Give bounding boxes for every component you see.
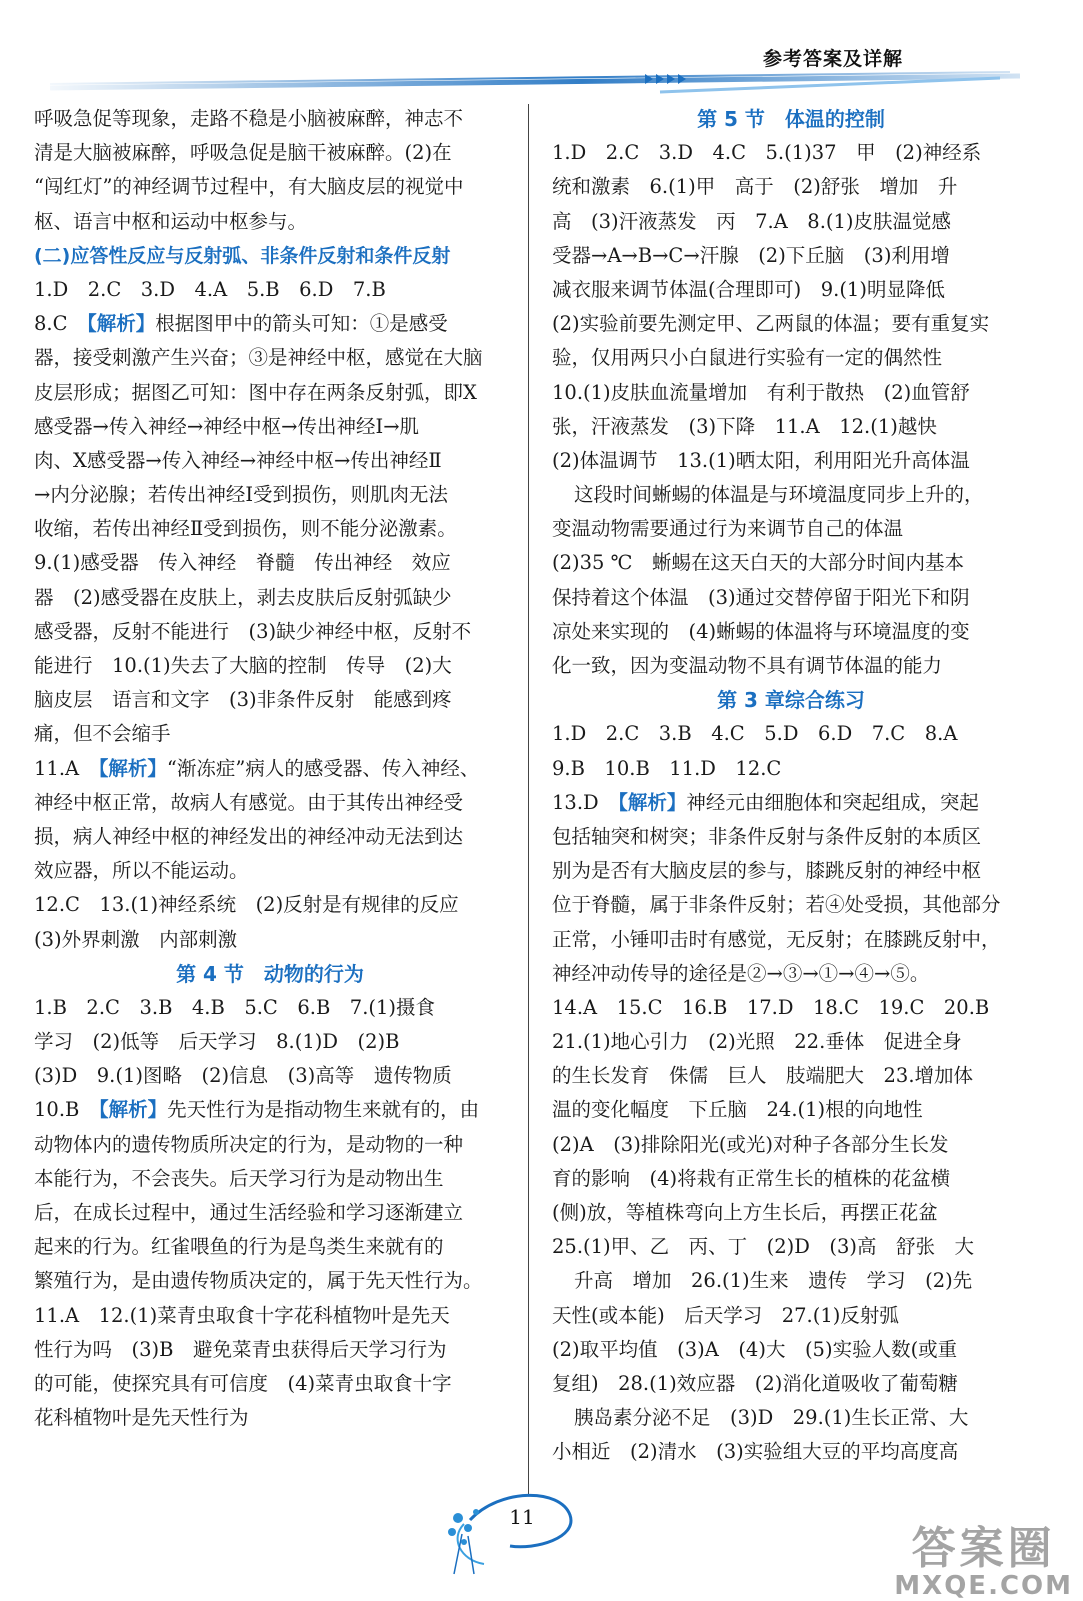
answer-line: 变温动物需要通过行为来调节自己的体温 bbox=[552, 517, 904, 541]
answer-text: 根据图甲中的箭头可知：①是感受 bbox=[155, 312, 448, 336]
answer-line: 后，在成长过程中，通过生活经验和学习逐渐建立 bbox=[34, 1201, 464, 1224]
answer-line: 损，病人神经中枢的神经发出的神经冲动无法到达 bbox=[34, 824, 464, 848]
answer-line: (侧)放，等植株弯向上方生长后，再摆正花盆 bbox=[552, 1201, 938, 1224]
answer-line: 天性(或本能) 后天学习 27.(1)反射弧 bbox=[552, 1303, 899, 1327]
question-number: 13.D bbox=[552, 790, 619, 814]
answer-line: 胰岛素分泌不足 (3)D 29.(1)生长正常、大 bbox=[574, 1406, 969, 1430]
answer-line: 受器→A→B→C→汗腺 (2)下丘脑 (3)利用增 bbox=[552, 243, 950, 267]
answer-line: 学习 (2)低等 后天学习 8.(1)D (2)B bbox=[34, 1030, 400, 1054]
answer-line: 1.D 2.C 3.D 4.A 5.B 6.D 7.B bbox=[34, 277, 386, 301]
answer-line: 清是大脑被麻醉，呼吸急促是脑干被麻醉。(2)在 bbox=[34, 141, 452, 165]
answer-line: 繁殖行为，是由遗传物质决定的，属于先天性行为。 bbox=[34, 1269, 483, 1293]
answer-line: 化一致，因为变温动物不具有调节体温的能力 bbox=[552, 654, 943, 677]
answer-line: 1.B 2.C 3.B 4.B 5.C 6.B 7.(1)摄食 bbox=[34, 995, 436, 1019]
page-header-title: 参考答案及详解 bbox=[762, 48, 903, 70]
answer-line: 肉、X感受器→传入神经→神经中枢→传出神经Ⅱ bbox=[34, 448, 442, 472]
answer-text: 先天性行为是指动物生来就有的，由 bbox=[167, 1098, 480, 1122]
answer-line: 升高 增加 26.(1)生来 遗传 学习 (2)先 bbox=[574, 1269, 973, 1293]
section-heading: 第 4 节 动物的行为 bbox=[176, 961, 364, 986]
section-heading: (二)应答性反应与反射弧、非条件反射和条件反射 bbox=[34, 244, 451, 267]
answer-line: 效应器，所以不能运动。 bbox=[34, 859, 249, 883]
analysis-tag: 【解析】 bbox=[87, 312, 156, 336]
answer-line: 感受器，反射不能进行 (3)缺少神经中枢，反射不 bbox=[34, 619, 472, 643]
question-number: 11.A bbox=[34, 756, 99, 780]
answer-line: 痛，但不会缩手 bbox=[34, 722, 171, 746]
answer-line: 性行为吗 (3)B 避免菜青虫获得后天学习行为 bbox=[34, 1337, 447, 1361]
answer-line bbox=[552, 786, 1030, 820]
answer-line: 神经冲动传导的途径是②→③→①→④→⑤。 bbox=[552, 961, 930, 985]
answer-line: 9.(1)感受器 传入神经 脊髓 传出神经 效应 bbox=[34, 551, 451, 575]
answer-line bbox=[34, 752, 506, 786]
answer-line: 1.D 2.C 3.B 4.C 5.D 6.D 7.C 8.A bbox=[552, 722, 958, 746]
answer-line bbox=[34, 1093, 506, 1127]
answer-line: 位于脊髓，属于非条件反射；若④处受损，其他部分 bbox=[552, 893, 1001, 917]
answer-line: 11.A 12.(1)菜青虫取食十字花科植物叶是先天 bbox=[34, 1303, 450, 1327]
answer-line: (3)外界刺激 内部刺激 bbox=[34, 927, 238, 951]
answer-line: 脑皮层 语言和文字 (3)非条件反射 能感到疼 bbox=[34, 688, 452, 712]
answer-line: 1.D 2.C 3.D 4.C 5.(1)37 甲 (2)神经系 bbox=[552, 141, 982, 165]
answer-line: (2)取平均值 (3)A (4)大 (5)实验人数(或重 bbox=[552, 1337, 958, 1361]
left-column bbox=[34, 102, 506, 1435]
answer-line: 凉处来实现的 (4)蜥蜴的体温将与环境温度的变 bbox=[552, 619, 970, 643]
answer-line: 器，接受刺激产生兴奋；③是神经中枢，感觉在大脑 bbox=[34, 346, 483, 370]
section-heading: 第 3 章综合练习 bbox=[717, 688, 865, 713]
answer-line: 正常，小锤叩击时有感觉，无反射；在膝跳反射中， bbox=[552, 927, 1001, 951]
watermark-en: MXQE.COM bbox=[894, 1571, 1073, 1601]
answer-line: 9.B 10.B 11.D 12.C bbox=[552, 756, 782, 780]
answer-line bbox=[34, 307, 506, 341]
answer-line: 张，汗液蒸发 (3)下降 11.A 12.(1)越快 bbox=[552, 414, 937, 438]
answer-line: 验，仅用两只小白鼠进行实验有一定的偶然性 bbox=[552, 346, 943, 370]
answer-line: 包括轴突和树突；非条件反射与条件反射的本质区 bbox=[552, 824, 982, 848]
answer-line: 收缩，若传出神经Ⅱ受到损伤，则不能分泌激素。 bbox=[34, 517, 457, 541]
answer-line: 减衣服来调节体温(合理即可) 9.(1)明显降低 bbox=[552, 277, 945, 301]
answer-line: 器 (2)感受器在皮肤上，剥去皮肤后反射弧缺少 bbox=[34, 585, 452, 609]
answer-line: 能进行 10.(1)失去了大脑的控制 传导 (2)大 bbox=[34, 654, 452, 677]
right-column bbox=[552, 102, 1030, 1470]
answer-line: 的可能，使探究具有可信度 (4)菜青虫取食十字 bbox=[34, 1371, 452, 1395]
question-number: 8.C bbox=[34, 312, 88, 336]
answer-line: 12.C 13.(1)神经系统 (2)反射是有规律的反应 bbox=[34, 893, 459, 917]
question-number: 10.B bbox=[34, 1098, 99, 1122]
answer-text: 神经元由细胞体和突起组成，突起 bbox=[686, 790, 979, 814]
header-rule bbox=[50, 68, 1030, 98]
answer-line: 25.(1)甲、乙 丙、丁 (2)D (3)高 舒张 大 bbox=[552, 1235, 975, 1259]
answer-line: 感受器→传入神经→神经中枢→传出神经Ⅰ→肌 bbox=[34, 414, 420, 438]
answer-line: 花科植物叶是先天性行为 bbox=[34, 1406, 249, 1430]
answer-line: →内分泌腺；若传出神经Ⅰ受到损伤，则肌肉无法 bbox=[34, 483, 449, 507]
answer-line: 神经中枢正常，故病人有感觉。由于其传出神经受 bbox=[34, 790, 464, 814]
answer-line: 别为是否有大脑皮层的参与，膝跳反射的神经中枢 bbox=[552, 859, 982, 883]
answer-line: (2)35 ℃ 蜥蜴在这天白天的大部分时间内基本 bbox=[552, 551, 964, 575]
answer-line: 的生长发育 侏儒 巨人 肢端肥大 23.增加体 bbox=[552, 1064, 974, 1088]
answer-line: 育的影响 (4)将栽有正常生长的植株的花盆横 bbox=[552, 1166, 951, 1190]
answer-line: 这段时间蜥蜴的体温是与环境温度同步上升的， bbox=[574, 483, 984, 507]
answer-line: (3)D 9.(1)图略 (2)信息 (3)高等 遗传物质 bbox=[34, 1064, 452, 1088]
column-divider bbox=[528, 104, 529, 1494]
answer-line: 复组) 28.(1)效应器 (2)消化道吸收了葡萄糖 bbox=[552, 1371, 958, 1395]
section-heading: 第 5 节 体温的控制 bbox=[697, 107, 885, 131]
answer-line: 小相近 (2)清水 (3)实验组大豆的平均高度高 bbox=[552, 1440, 959, 1464]
answer-line: (2)体温调节 13.(1)晒太阳，利用阳光升高体温 bbox=[552, 448, 970, 472]
analysis-tag: 【解析】 bbox=[98, 1098, 168, 1122]
analysis-tag: 【解析】 bbox=[618, 790, 687, 814]
page-number: 11 bbox=[509, 1505, 535, 1529]
answer-line: 保持着这个体温 (3)通过交替停留于阳光下和阴 bbox=[552, 585, 970, 609]
page-number-ornament bbox=[440, 1490, 600, 1580]
answer-line: 21.(1)地心引力 (2)光照 22.垂体 促进全身 bbox=[552, 1030, 962, 1054]
answer-line: 温的变化幅度 下丘脑 24.(1)根的向地性 bbox=[552, 1098, 923, 1122]
answer-line: (2)实验前要先测定甲、乙两鼠的体温；要有重复实 bbox=[552, 312, 990, 336]
analysis-tag: 【解析】 bbox=[98, 756, 167, 780]
answer-line: “闯红灯”的神经调节过程中，有大脑皮层的视觉中 bbox=[34, 175, 464, 199]
answer-line: 10.(1)皮肤血流量增加 有利于散热 (2)血管舒 bbox=[552, 380, 970, 404]
answer-line: (2)A (3)排除阳光(或光)对种子各部分生长发 bbox=[552, 1132, 949, 1156]
answer-line: 皮层形成；据图乙可知：图中存在两条反射弧，即X bbox=[34, 380, 477, 404]
answer-text: “渐冻症”病人的感受器、传入神经、 bbox=[166, 756, 480, 780]
answer-line: 动物体内的遗传物质所决定的行为，是动物的一种 bbox=[34, 1132, 464, 1156]
answer-line: 枢、语言中枢和运动中枢参与。 bbox=[34, 209, 308, 233]
watermark-cn: 答案圈 bbox=[911, 1523, 1056, 1574]
answer-line: 统和激素 6.(1)甲 高于 (2)舒张 增加 升 bbox=[552, 175, 958, 199]
answer-line: 呼吸急促等现象，走路不稳是小脑被麻醉，神志不 bbox=[34, 107, 464, 130]
answer-line: 起来的行为。红雀喂鱼的行为是鸟类生来就有的 bbox=[34, 1235, 444, 1259]
answer-line: 本能行为，不会丧失。后天学习行为是动物出生 bbox=[34, 1166, 444, 1190]
watermark bbox=[894, 1523, 1073, 1601]
answer-line: 高 (3)汗液蒸发 丙 7.A 8.(1)皮肤温觉感 bbox=[552, 209, 952, 233]
answer-line: 14.A 15.C 16.B 17.D 18.C 19.C 20.B bbox=[552, 995, 990, 1019]
